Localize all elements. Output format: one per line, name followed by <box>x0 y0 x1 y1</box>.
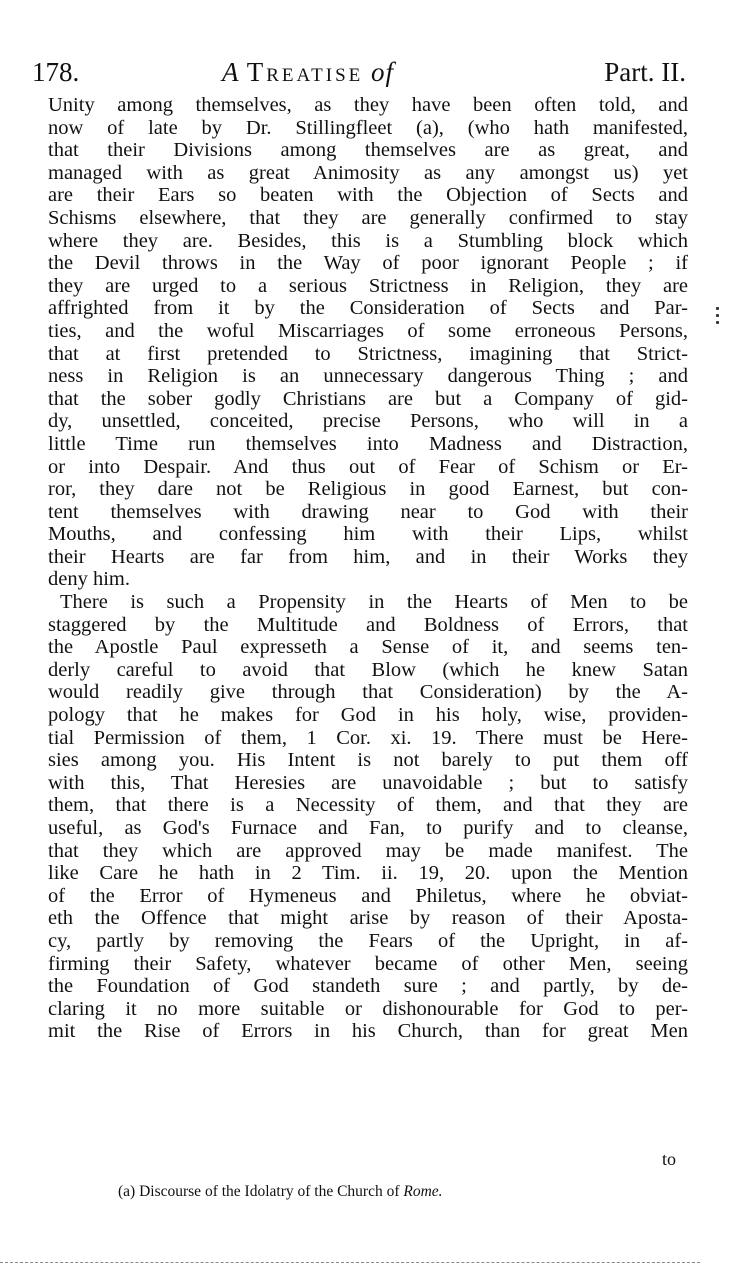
catchword: to <box>661 1149 676 1169</box>
text-line: the Apostle Paul expresseth a Sense of it, and seems ten- <box>48 636 688 659</box>
text-line: that their Divisions among themselves are as great, and <box>48 139 688 162</box>
text-line: Mouths, and confessing him with their Lips, whilst <box>48 523 688 546</box>
running-title-first: A <box>222 57 240 87</box>
text-line: tial Permission of them, 1 Cor. xi. 19. There must be Here- <box>48 726 688 749</box>
text-line: cy, partly by removing the Fears of the Upright, in af- <box>48 929 688 952</box>
text-line: like Care he hath in 2 Tim. ii. 19, 20. upon the Mention <box>48 862 688 885</box>
part-label: Part. II. <box>604 57 686 87</box>
text-line: where they are. Besides, this is a Stumbling block which <box>48 229 688 252</box>
text-line: the Foundation of God standeth sure ; and partly, by de- <box>48 975 688 998</box>
text-line: Schisms elsewhere, that they are generally confirmed to stay <box>48 206 688 229</box>
footnote <box>118 1182 443 1202</box>
text-line: managed with as great Animosity as any amongst us) yet <box>48 161 688 184</box>
text-line: ror, they dare not be Religious in good Earnest, but con- <box>48 478 688 501</box>
text-line: that they which are approved may be made manifest. The <box>48 839 688 862</box>
text-line: or into Despair. And thus out of Fear of Schism or Er- <box>48 455 688 478</box>
text-line: sies among you. His Intent is not barely to put them off <box>48 749 688 772</box>
text-line: are their Ears so beaten with the Objection of Sects and <box>48 184 688 207</box>
text-line: tent themselves with drawing near to God with their <box>48 500 688 523</box>
text-line: Unity among themselves, as they have been often told, and <box>48 94 688 116</box>
text-line: them, that there is a Necessity of them, and that they are <box>48 794 688 817</box>
footnote-italic: Rome. <box>403 1183 443 1200</box>
text-line: of the Error of Hymeneus and Philetus, where he obviat- <box>48 884 688 907</box>
text-line: dy, unsettled, conceited, precise Persons, who will in a <box>48 410 688 433</box>
text-line: ties, and the woful Miscarriages of some erroneous Persons, <box>48 319 688 342</box>
text-line: useful, as God's Furnace and Fan, to purify and to cleanse, <box>48 817 688 839</box>
page-edge-line <box>0 1262 700 1263</box>
text-line: pology that he makes for God in his holy, wise, providen- <box>48 704 688 727</box>
body-text <box>48 94 688 1043</box>
text-line: would readily give through that Consideration) by the A- <box>48 681 688 704</box>
text-line: now of late by Dr. Stillingfleet (a), (who hath manifested, <box>48 116 688 139</box>
text-line: staggered by the Multitude and Boldness of Errors, that <box>48 613 688 636</box>
text-line: derly careful to avoid that Blow (which he knew Satan <box>48 658 688 681</box>
text-line: the Devil throws in the Way of poor ignorant People ; if <box>48 252 688 275</box>
text-line: ness in Religion is an unnecessary dangerous Thing ; and <box>48 365 688 388</box>
page-number: 178. <box>32 57 80 87</box>
running-title-last: of <box>371 57 395 87</box>
text-line: little Time run themselves into Madness and Distraction, <box>48 432 688 455</box>
footnote-marker: (a) <box>118 1183 136 1200</box>
running-title <box>222 52 394 92</box>
text-line: their Hearts are far from him, and in their Works they <box>48 545 688 568</box>
running-header <box>32 52 686 92</box>
text-line: they are urged to a serious Strictness in Religion, they are <box>48 274 688 297</box>
text-line: with this, That Heresies are unavoidable ; but to satisfy <box>48 771 688 794</box>
text-line: that the sober godly Christians are but a Company of gid- <box>48 387 688 410</box>
footnote-text: Discourse of the Idolatry of the Church of <box>139 1183 400 1200</box>
margin-specks <box>712 303 722 343</box>
text-line: deny him. <box>48 568 130 591</box>
text-line: that at first pretended to Strictness, imagining that Strict- <box>48 342 688 365</box>
text-line: claring it no more suitable or dishonourable for God to per- <box>48 997 688 1020</box>
text-line: There is such a Propensity in the Hearts of Men to be <box>60 591 688 614</box>
text-line: mit the Rise of Errors in his Church, than for great Men <box>48 1020 688 1043</box>
text-line: affrighted from it by the Consideration of Sects and Par- <box>48 297 688 320</box>
text-line: firming their Safety, whatever became of other Men, seeing <box>48 952 688 975</box>
text-line: eth the Offence that might arise by reason of their Aposta- <box>48 907 688 930</box>
running-title-word: Treatise <box>246 57 364 87</box>
